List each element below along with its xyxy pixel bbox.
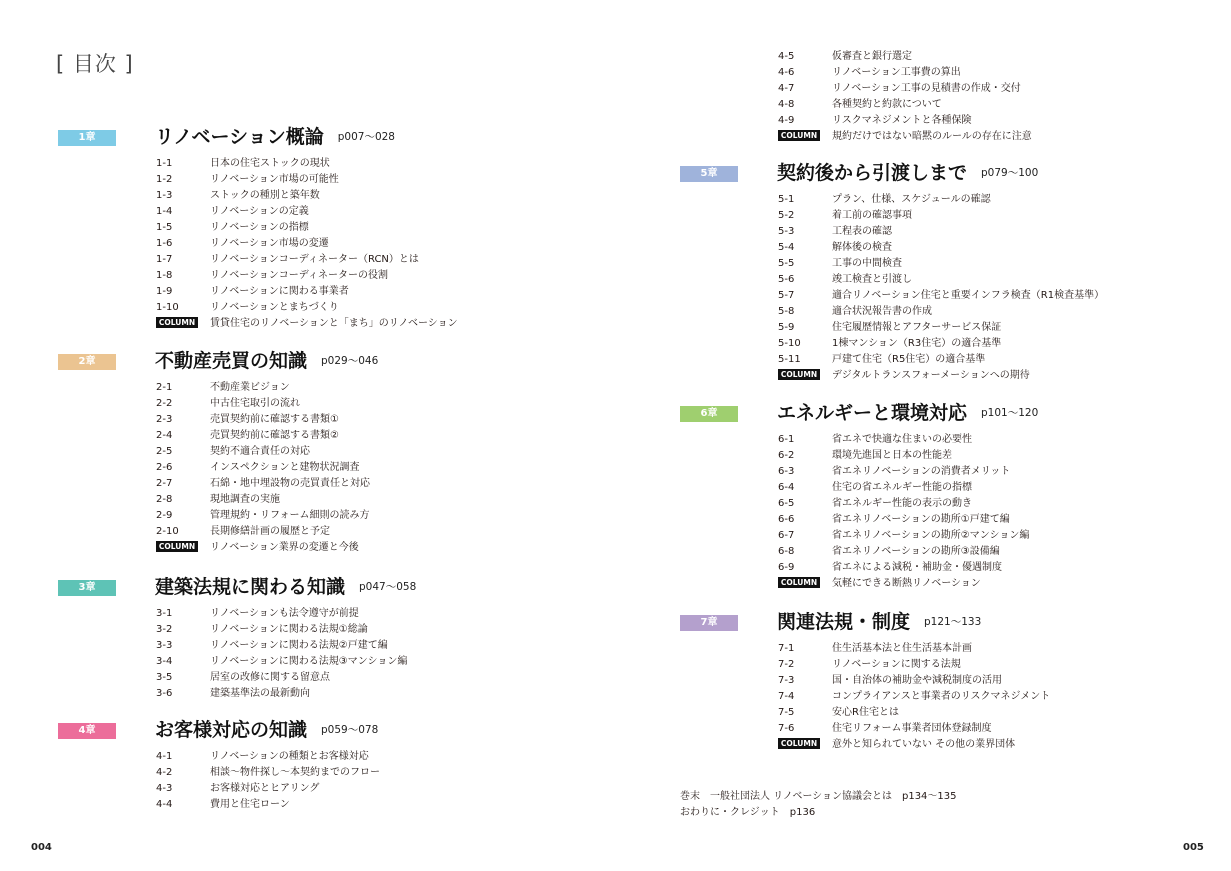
section-number: 1-2 — [156, 174, 173, 185]
section-title: リノベーションに関わる法規①総論 — [210, 624, 368, 635]
section-title: 適合リノベーション住宅と重要インフラ検査（R1検査基準） — [832, 290, 1105, 301]
column-item[interactable] — [778, 576, 1029, 592]
list-item[interactable] — [778, 272, 1104, 288]
list-item[interactable] — [156, 172, 458, 188]
chapter-title — [155, 572, 416, 599]
section-number: 6-8 — [778, 546, 795, 557]
section-title: 不動産業ビジョン — [210, 382, 290, 393]
section-title: 費用と住宅ローン — [210, 799, 290, 810]
chapter-title — [155, 346, 378, 373]
section-title: 建築基準法の最新動向 — [210, 688, 310, 699]
list-item[interactable] — [778, 721, 1050, 737]
list-item[interactable] — [156, 460, 370, 476]
section-number: 5-7 — [778, 290, 795, 301]
list-item[interactable] — [156, 765, 380, 781]
section-title: 住生活基本法と住生活基本計画 — [832, 643, 972, 654]
section-title: リノベーションコーディネーターの役割 — [210, 270, 388, 281]
chapter-badge: 7章 — [680, 615, 738, 631]
column-tag: COLUMN — [156, 317, 198, 328]
column-title: 気軽にできる断熱リノベーション — [832, 578, 981, 589]
section-title: 省エネリノベーションの消費者メリット — [832, 466, 1011, 477]
section-number: 6-7 — [778, 530, 795, 541]
section-title: 住宅の省エネルギー性能の指標 — [832, 482, 972, 493]
section-title: 工程表の確認 — [832, 226, 892, 237]
section-number: 2-5 — [156, 446, 173, 457]
chapter-pages: p047〜058 — [359, 581, 417, 593]
chapter-pages: p121〜133 — [924, 616, 982, 628]
section-title: リノベーションの定義 — [210, 206, 309, 217]
section-number: 6-6 — [778, 514, 795, 525]
section-number: 6-1 — [778, 434, 795, 445]
section-title: 石綿・地中埋設物の売買責任と対応 — [210, 478, 370, 489]
chapter-badge: 6章 — [680, 406, 738, 422]
chapter-3 — [58, 572, 417, 702]
list-item[interactable] — [778, 673, 1050, 689]
section-number: 1-7 — [156, 254, 173, 265]
section-number: 2-8 — [156, 494, 173, 505]
column-item[interactable] — [156, 540, 370, 556]
column-title: 意外と知られていない その他の業界団体 — [832, 739, 1016, 750]
section-number: 2-2 — [156, 398, 173, 409]
chapter-title-text: リノベーション概論 — [155, 126, 324, 148]
list-item[interactable] — [156, 428, 370, 444]
page-number-left: 004 — [31, 842, 52, 853]
list-item[interactable] — [156, 622, 407, 638]
chapter-title — [155, 715, 378, 742]
section-title: リノベーションに関わる事業者 — [210, 286, 349, 297]
list-item[interactable] — [778, 657, 1050, 673]
chapter-badge: 5章 — [680, 166, 738, 182]
section-number: 3-3 — [156, 640, 173, 651]
section-number: 7-1 — [778, 643, 795, 654]
section-number: 2-4 — [156, 430, 173, 441]
section-title: 安心R住宅とは — [832, 707, 899, 718]
section-list — [778, 641, 1050, 753]
chapter-badge: 4章 — [58, 723, 116, 739]
section-number: 1-4 — [156, 206, 173, 217]
chapter-heading[interactable] — [680, 158, 1104, 192]
footer-credits[interactable]: おわりに・クレジット p136 — [680, 807, 816, 818]
section-number: 5-1 — [778, 194, 795, 205]
section-title: 1棟マンション（R3住宅）の適合基準 — [832, 338, 1002, 349]
section-title: リノベーションの種類とお客様対応 — [210, 751, 369, 762]
section-title: リノベーション工事の見積書の作成・交付 — [832, 83, 1021, 94]
chapter-title-text: 契約後から引渡しまで — [777, 162, 968, 184]
section-title: リノベーション工事費の算出 — [832, 67, 961, 78]
section-number: 3-6 — [156, 688, 173, 699]
section-number: 5-8 — [778, 306, 795, 317]
section-list — [156, 380, 370, 556]
list-item[interactable] — [156, 524, 370, 540]
chapter-title — [777, 158, 1038, 185]
list-item[interactable] — [778, 192, 1104, 208]
section-number: 2-1 — [156, 382, 173, 393]
section-title: リノベーション市場の可能性 — [210, 174, 339, 185]
list-item[interactable] — [778, 336, 1104, 352]
section-title: リノベーション市場の変遷 — [210, 238, 329, 249]
section-number: 2-3 — [156, 414, 173, 425]
chapter-title-text: 不動産売買の知識 — [155, 350, 308, 372]
list-item[interactable] — [778, 240, 1104, 256]
list-item[interactable] — [156, 638, 407, 654]
section-number: 6-9 — [778, 562, 795, 573]
section-number: 4-1 — [156, 751, 173, 762]
list-item[interactable] — [156, 300, 458, 316]
section-title: 売買契約前に確認する書類② — [210, 430, 339, 441]
section-title: ストックの種別と築年数 — [210, 190, 320, 201]
column-tag: COLUMN — [156, 541, 198, 552]
chapter-title-text: エネルギーと環境対応 — [777, 402, 968, 424]
page-title: [ 目次 ] — [56, 52, 134, 76]
list-item[interactable] — [778, 448, 1029, 464]
section-number: 3-1 — [156, 608, 173, 619]
section-title: リノベーションコーディネーター（RCN）とは — [210, 254, 419, 265]
page-number-right: 005 — [1183, 842, 1204, 853]
list-item[interactable] — [778, 113, 1032, 129]
column-item[interactable] — [778, 368, 1104, 384]
list-item[interactable] — [778, 224, 1104, 240]
section-title: 省エネによる減税・補助金・優遇制度 — [832, 562, 1002, 573]
section-number: 4-7 — [778, 83, 795, 94]
chapter-7 — [680, 398, 1039, 592]
list-item[interactable] — [156, 284, 458, 300]
list-item[interactable] — [778, 81, 1032, 97]
list-item[interactable] — [156, 781, 380, 797]
section-title: 日本の住宅ストックの現状 — [210, 158, 330, 169]
section-title: 居室の改修に関する留意点 — [210, 672, 330, 683]
list-item[interactable] — [156, 204, 458, 220]
section-number: 4-3 — [156, 783, 173, 794]
section-number: 4-4 — [156, 799, 173, 810]
section-number: 1-3 — [156, 190, 173, 201]
section-title: リノベーションの指標 — [210, 222, 309, 233]
section-title: 契約不適合責任の対応 — [210, 446, 310, 457]
chapter-8 — [680, 607, 1050, 753]
list-item[interactable] — [778, 560, 1029, 576]
chapter-pages: p029〜046 — [321, 355, 379, 367]
list-item[interactable] — [778, 464, 1029, 480]
chapter-2 — [58, 346, 379, 556]
list-item[interactable] — [156, 188, 458, 204]
section-list — [778, 192, 1104, 384]
section-title: 環境先進国と日本の性能差 — [832, 450, 952, 461]
section-title: リノベーションに関わる法規②戸建て編 — [210, 640, 388, 651]
chapter-heading[interactable] — [58, 572, 417, 606]
section-title: 相談〜物件探し〜本契約までのフロー — [210, 767, 380, 778]
chapter-badge: 1章 — [58, 130, 116, 146]
section-title: 竣工検査と引渡し — [832, 274, 912, 285]
section-title: 長期修繕計画の履歴と予定 — [210, 526, 330, 537]
footer-links — [680, 789, 957, 821]
column-title: 賃貸住宅のリノベーションと「まち」のリノベーション — [210, 318, 458, 329]
section-number: 1-6 — [156, 238, 173, 249]
column-tag: COLUMN — [778, 369, 820, 380]
section-title: 仮審査と銀行選定 — [832, 51, 912, 62]
section-title: リノベーションも法令遵守が前提 — [210, 608, 359, 619]
list-item[interactable] — [778, 544, 1029, 560]
section-number: 3-5 — [156, 672, 173, 683]
chapter-badge: 2章 — [58, 354, 116, 370]
footer-appendix[interactable]: 巻末 一般社団法人 リノベーション協議会とは p134〜135 — [680, 791, 957, 802]
chapter-badge: 3章 — [58, 580, 116, 596]
section-title: 省エネリノベーションの勘所③設備編 — [832, 546, 1000, 557]
list-item[interactable] — [778, 208, 1104, 224]
chapter-heading[interactable] — [680, 398, 1039, 432]
section-number: 7-5 — [778, 707, 795, 718]
section-number: 5-11 — [778, 354, 801, 365]
section-title: リノベーションとまちづくり — [210, 302, 339, 313]
list-item[interactable] — [156, 444, 370, 460]
section-title: 住宅リフォーム事業者団体登録制度 — [832, 723, 992, 734]
section-number: 5-5 — [778, 258, 795, 269]
section-number: 6-5 — [778, 498, 795, 509]
section-number: 1-9 — [156, 286, 173, 297]
list-item[interactable] — [156, 220, 458, 236]
section-list — [778, 432, 1029, 592]
section-number: 6-4 — [778, 482, 795, 493]
section-number: 1-1 — [156, 158, 173, 169]
section-title: 省エネリノベーションの勘所①戸建て編 — [832, 514, 1010, 525]
column-title: デジタルトランスフォーメーションへの期待 — [832, 370, 1030, 381]
list-item[interactable] — [778, 689, 1050, 705]
chapter-pages: p079〜100 — [981, 167, 1039, 179]
section-title: お客様対応とヒアリング — [210, 783, 320, 794]
section-title: リノベーションに関わる法規③マンション編 — [210, 656, 408, 667]
section-title: 現地調査の実施 — [210, 494, 280, 505]
list-item[interactable] — [156, 396, 370, 412]
section-number: 1-5 — [156, 222, 173, 233]
list-item[interactable] — [156, 156, 458, 172]
list-item[interactable] — [778, 512, 1029, 528]
column-item[interactable] — [778, 737, 1050, 753]
section-list — [156, 606, 407, 702]
column-item[interactable] — [156, 316, 458, 332]
chapter-title-text: 関連法規・制度 — [777, 611, 911, 633]
list-item[interactable] — [156, 508, 370, 524]
list-item[interactable] — [156, 749, 380, 765]
list-item[interactable] — [156, 492, 370, 508]
list-item[interactable] — [156, 606, 407, 622]
list-item[interactable] — [156, 686, 407, 702]
column-tag: COLUMN — [778, 577, 820, 588]
section-number: 7-2 — [778, 659, 795, 670]
list-item[interactable] — [156, 380, 370, 396]
chapter-heading[interactable] — [58, 122, 458, 156]
list-item[interactable] — [778, 480, 1029, 496]
column-item[interactable] — [778, 129, 1032, 145]
section-title: 省エネで快適な住まいの必要性 — [832, 434, 972, 445]
list-item[interactable] — [778, 352, 1104, 368]
section-number: 6-2 — [778, 450, 795, 461]
chapter-4 — [58, 715, 380, 813]
section-number: 2-7 — [156, 478, 173, 489]
list-item[interactable] — [778, 705, 1050, 721]
section-title: 中古住宅取引の流れ — [210, 398, 300, 409]
column-title: 規約だけではない暗黙のルールの存在に注意 — [832, 131, 1032, 142]
section-number: 3-4 — [156, 656, 173, 667]
list-item[interactable] — [778, 320, 1104, 336]
list-item[interactable] — [778, 496, 1029, 512]
section-number: 5-4 — [778, 242, 795, 253]
section-number: 5-2 — [778, 210, 795, 221]
section-title: 省エネリノベーションの勘所②マンション編 — [832, 530, 1030, 541]
section-title: プラン、仕様、スケジュールの確認 — [832, 194, 991, 205]
section-list — [156, 156, 458, 332]
section-title: コンプライアンスと事業者のリスクマネジメント — [832, 691, 1051, 702]
section-number: 5-6 — [778, 274, 795, 285]
chapter-pages: p101〜120 — [981, 407, 1039, 419]
section-title: 住宅履歴情報とアフターサービス保証 — [832, 322, 1002, 333]
section-number: 5-9 — [778, 322, 795, 333]
section-title: インスペクションと建物状況調査 — [210, 462, 360, 473]
list-item[interactable] — [778, 97, 1032, 113]
section-title: 売買契約前に確認する書類① — [210, 414, 339, 425]
chapter-title-text: お客様対応の知識 — [155, 719, 308, 741]
list-item[interactable] — [156, 476, 370, 492]
chapter-title — [155, 122, 395, 149]
section-number: 4-6 — [778, 67, 795, 78]
section-title: 国・自治体の補助金や減税制度の活用 — [832, 675, 1002, 686]
section-title: 管理規約・リフォーム細則の読み方 — [210, 510, 370, 521]
section-list — [156, 749, 380, 813]
section-number: 4-2 — [156, 767, 173, 778]
chapter-pages: p007〜028 — [337, 131, 395, 143]
list-item[interactable] — [778, 304, 1104, 320]
section-title: 適合状況報告書の作成 — [832, 306, 932, 317]
section-number: 4-8 — [778, 99, 795, 110]
list-item[interactable] — [778, 49, 1032, 65]
list-item[interactable] — [156, 268, 458, 284]
list-item[interactable] — [156, 412, 370, 428]
section-list — [778, 49, 1032, 145]
list-item[interactable] — [778, 65, 1032, 81]
column-tag: COLUMN — [778, 738, 820, 749]
section-number: 1-10 — [156, 302, 179, 313]
list-item[interactable] — [156, 670, 407, 686]
section-title: 省エネルギー性能の表示の動き — [832, 498, 972, 509]
section-number: 3-2 — [156, 624, 173, 635]
column-title: リノベーション業界の変遷と今後 — [210, 542, 359, 553]
column-tag: COLUMN — [778, 130, 820, 141]
list-item[interactable] — [778, 641, 1050, 657]
chapter-heading[interactable] — [680, 607, 1050, 641]
section-title: リスクマネジメントと各種保険 — [832, 115, 972, 126]
section-number: 7-6 — [778, 723, 795, 734]
section-title: 工事の中間検査 — [832, 258, 902, 269]
section-number: 5-10 — [778, 338, 801, 349]
section-number: 4-5 — [778, 51, 795, 62]
section-number: 7-4 — [778, 691, 795, 702]
section-number: 4-9 — [778, 115, 795, 126]
list-item[interactable] — [778, 256, 1104, 272]
list-item[interactable] — [156, 252, 458, 268]
list-item[interactable] — [778, 528, 1029, 544]
section-title: 各種契約と約款について — [832, 99, 942, 110]
section-number: 2-10 — [156, 526, 179, 537]
section-title: 戸建て住宅（R5住宅）の適合基準 — [832, 354, 986, 365]
section-number: 5-3 — [778, 226, 795, 237]
chapter-5 — [680, 49, 1032, 145]
list-item[interactable] — [156, 654, 407, 670]
list-item[interactable] — [156, 236, 458, 252]
section-number: 2-9 — [156, 510, 173, 521]
chapter-heading[interactable] — [58, 715, 380, 749]
list-item[interactable] — [778, 432, 1029, 448]
section-title: 着工前の確認事項 — [832, 210, 912, 221]
chapter-title-text: 建築法規に関わる知識 — [155, 576, 346, 598]
chapter-pages: p059〜078 — [321, 724, 379, 736]
section-number: 1-8 — [156, 270, 173, 281]
section-title: リノベーションに関する法規 — [832, 659, 961, 670]
section-number: 2-6 — [156, 462, 173, 473]
list-item[interactable] — [778, 288, 1104, 304]
chapter-heading[interactable] — [58, 346, 379, 380]
section-number: 6-3 — [778, 466, 795, 477]
chapter-6 — [680, 158, 1104, 384]
chapter-title — [777, 398, 1038, 425]
list-item[interactable] — [156, 797, 380, 813]
section-title: 解体後の検査 — [832, 242, 892, 253]
chapter-1 — [58, 122, 458, 332]
section-number: 7-3 — [778, 675, 795, 686]
chapter-title — [777, 607, 981, 634]
